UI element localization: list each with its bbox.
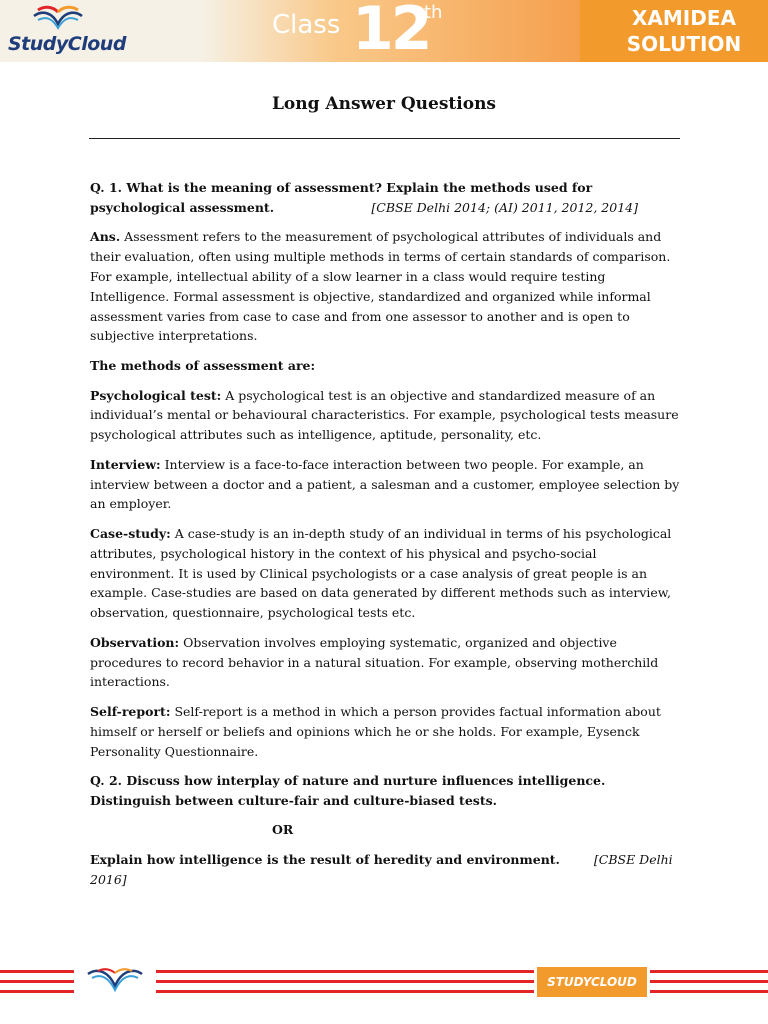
class-number: 12 [352,0,430,64]
method-self-report [90,702,682,761]
method-interview [90,455,682,514]
answer-1 [90,227,682,346]
footer-stripe [650,990,768,993]
class-suffix: th [424,2,443,23]
footer-stripe [0,980,74,983]
question-2-alt [90,850,682,890]
method-label: Self-report: [90,703,171,719]
logo-text: StudyCloud [8,33,126,55]
question-2-source: [CBSE Delhi 2016] [90,852,673,887]
badge-line-1: XAMIDEA [632,6,736,30]
question-1 [90,178,682,218]
footer-stripe [156,990,534,993]
title-divider [89,138,680,139]
content-body [90,178,682,899]
page-header [0,0,768,62]
footer-stripe [156,980,534,983]
method-case-study [90,524,682,623]
method-label: Interview: [90,456,161,472]
method-psychological-test [90,386,682,445]
badge-line-2: SOLUTION [626,32,742,56]
footer-stripe [650,980,768,983]
footer-stripe [0,990,74,993]
methods-heading: The methods of assessment are: [90,357,316,373]
or-separator: OR [272,822,294,838]
footer-stripe [156,970,534,973]
method-label: Psychological test: [90,387,222,403]
question-1-source: [CBSE Delhi 2014; (AI) 2011, 2012, 2014] [371,199,638,215]
footer-brand-badge: STUDYCLOUD [537,967,647,997]
method-text: A psychological test is an objective and standardized measure of an individual’s mental or behavioural characteristics. For example, psychological tests measure psychological attributes such as intelligence, aptitude, personality, etc. [90,387,679,443]
method-text: A case-study is an in-depth study of an individual in terms of his psychological attributes, psychological history in the context of his physical and psycho-social environment. It is used by Clinical psychologists or a case analysis of great people is an example. Case-studies are based on data generated by different methods such as interview, observation, questionnaire, psychological tests etc. [90,525,672,621]
method-text: Interview is a face-to-face interaction between two people. For example, an interview between a doctor and a patient, a salesman and a customer, employee selection by an employer. [90,456,680,512]
footer-stripe [650,970,768,973]
question-2: Q. 2. Discuss how interplay of nature and nurture influences intelligence. Distinguish between culture-fair and culture-biased tests. [90,773,606,808]
method-text: Observation involves employing systematic, organized and objective procedures to record behavior in a natural situation. For example, observing motherchild interactions. [90,634,659,690]
class-label: Class [272,10,341,40]
footer-stripe [0,970,74,973]
page-title: Long Answer Questions [271,94,497,114]
answer-text: Assessment refers to the measurement of psychological attributes of individuals and their evaluation, often using multiple methods in terms of certain standards of comparison. For example, intellectual ability of a slow learner in a class would require testing Intelligence. Formal assessment is objective, standardized and organized while informal assessment varies from case to case and from one assessor to another and is open to subjective interpretations. [90,229,671,344]
question-2-alt-text: Explain how intelligence is the result of heredity and environment. [90,852,560,868]
footer-logo-icon [78,966,152,996]
question-1-text: Q. 1. What is the meaning of assessment? Explain the methods used for psychological assessment. [90,180,593,215]
method-text: Self-report is a method in which a person provides factual information about himself or herself or beliefs and opinions which he or she holds. For example, Eysenck Personality Questionnaire. [90,703,661,759]
method-label: Case-study: [90,525,171,541]
answer-label: Ans. [90,229,121,245]
method-label: Observation: [90,634,180,650]
method-observation [90,633,682,692]
